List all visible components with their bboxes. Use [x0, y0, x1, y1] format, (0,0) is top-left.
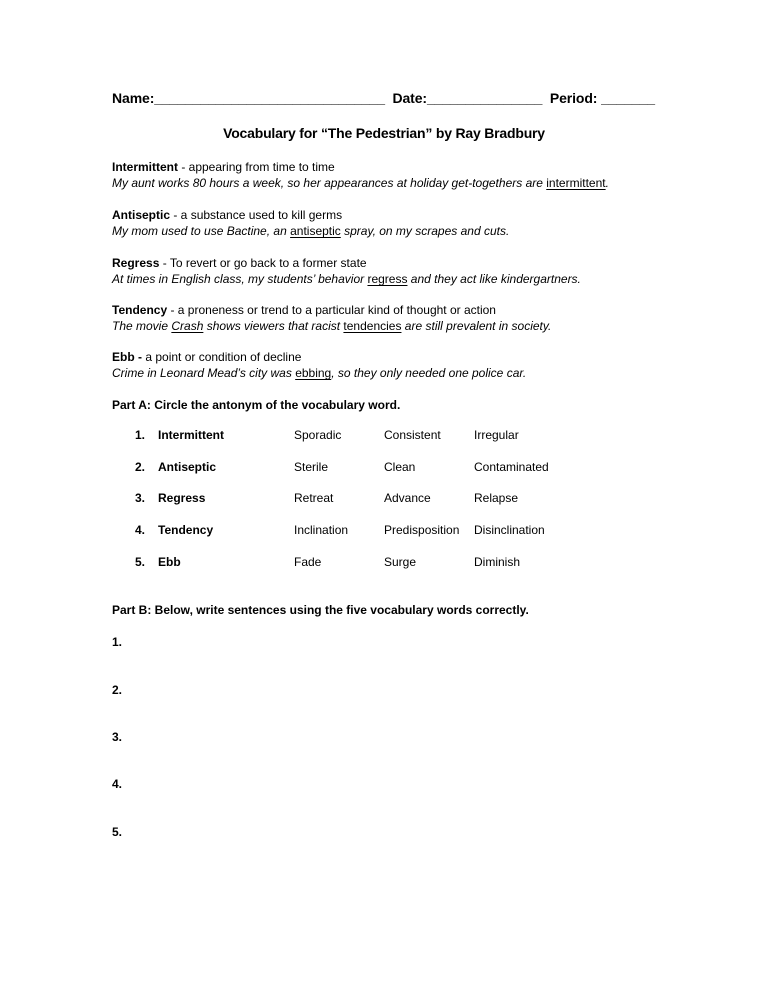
row-vocab-word: Intermittent	[158, 428, 224, 442]
underlined-vocab-word: tendencies	[343, 319, 402, 333]
antonym-option[interactable]: Relapse	[474, 491, 519, 505]
vocab-definition: - appearing from time to time	[178, 160, 335, 174]
part-b-heading: Part B: Below, write sentences using the five vocabulary words correctly.	[112, 603, 529, 617]
antonym-option[interactable]: Irregular	[474, 428, 519, 442]
vocab-term: Antiseptic	[112, 208, 171, 222]
sentence-line-1[interactable]: 1.	[112, 635, 123, 649]
antonym-option[interactable]: Advance	[384, 491, 431, 505]
antonym-option[interactable]: Clean	[384, 460, 416, 474]
row-number: 3.	[135, 491, 146, 505]
underlined-vocab-word: regress	[367, 272, 408, 286]
vocab-definition: a point or condition of decline	[142, 350, 302, 364]
underlined-vocab-word: antiseptic	[290, 224, 341, 238]
student-info-line: Name:______________________________ Date:_______________ Period: _______	[112, 90, 655, 106]
vocab-example: My aunt works 80 hours a week, so her appearances at holiday get-togethers are intermittent.	[112, 176, 609, 190]
part-a-heading: Part A: Circle the antonym of the vocabulary word.	[112, 398, 401, 412]
antonym-option[interactable]: Sterile	[294, 460, 329, 474]
vocab-example: Crime in Leonard Mead’s city was ebbing, so they only needed one police car.	[112, 366, 527, 380]
vocab-definition: - a substance used to kill germs	[170, 208, 343, 222]
vocab-term: Tendency	[112, 303, 168, 317]
vocab-definition: - a proneness or trend to a particular kind of thought or action	[167, 303, 496, 317]
vocab-entry-regress	[112, 255, 672, 287]
vocab-entry-tendency	[112, 302, 672, 334]
antonym-option[interactable]: Retreat	[294, 491, 334, 505]
sentence-line-3[interactable]: 3.	[112, 730, 123, 744]
underlined-vocab-word: ebbing	[295, 366, 332, 380]
antonym-row-2	[0, 460, 768, 476]
vocab-example: My mom used to use Bactine, an antiseptic spray, on my scrapes and cuts.	[112, 224, 510, 238]
antonym-row-4	[0, 523, 768, 539]
row-vocab-word: Tendency	[158, 523, 214, 537]
vocab-definition: - To revert or go back to a former state	[159, 256, 367, 270]
antonym-option[interactable]: Disinclination	[474, 523, 545, 537]
vocab-term: Intermittent	[112, 160, 178, 174]
vocab-entry-antiseptic	[112, 207, 672, 239]
antonym-option[interactable]: Sporadic	[294, 428, 342, 442]
antonym-row-1	[0, 428, 768, 444]
antonym-option[interactable]: Fade	[294, 555, 322, 569]
antonym-option[interactable]: Predisposition	[384, 523, 460, 537]
sentence-line-5[interactable]: 5.	[112, 825, 123, 839]
antonym-row-5	[0, 555, 768, 571]
antonym-option[interactable]: Contaminated	[474, 460, 549, 474]
antonym-option[interactable]: Surge	[384, 555, 417, 569]
row-vocab-word: Ebb	[158, 555, 181, 569]
row-vocab-word: Regress	[158, 491, 206, 505]
antonym-row-3	[0, 491, 768, 507]
underlined-movie-title: Crash	[171, 319, 204, 333]
row-number: 5.	[135, 555, 146, 569]
antonym-option[interactable]: Diminish	[474, 555, 521, 569]
row-number: 2.	[135, 460, 146, 474]
row-number: 4.	[135, 523, 146, 537]
vocab-example: At times in English class, my students’ behavior regress and they act like kindergartners.	[112, 272, 581, 286]
worksheet-title: Vocabulary for “The Pedestrian” by Ray Bradbury	[223, 125, 545, 141]
antonym-option[interactable]: Inclination	[294, 523, 349, 537]
underlined-vocab-word: intermittent	[546, 176, 606, 190]
row-vocab-word: Antiseptic	[158, 460, 217, 474]
vocab-term: Regress	[112, 256, 160, 270]
row-number: 1.	[135, 428, 146, 442]
sentence-line-4[interactable]: 4.	[112, 777, 123, 791]
antonym-option[interactable]: Consistent	[384, 428, 441, 442]
vocab-term: Ebb -	[112, 350, 142, 364]
vocab-example: The movie Crash shows viewers that racist tendencies are still prevalent in society.	[112, 319, 552, 333]
vocab-entry-ebb	[112, 349, 672, 381]
vocab-entry-intermittent	[112, 159, 672, 191]
sentence-line-2[interactable]: 2.	[112, 683, 123, 697]
